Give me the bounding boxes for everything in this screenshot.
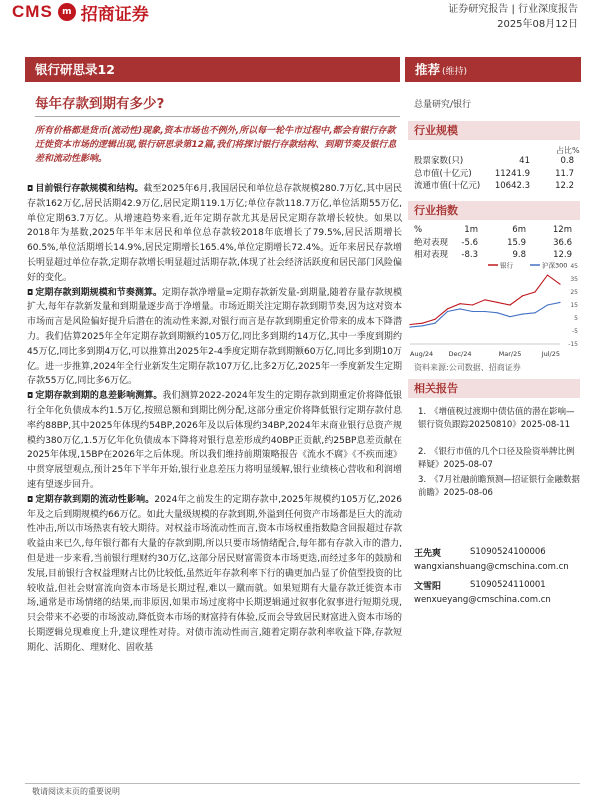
legend-label: 银行: [500, 261, 513, 270]
industry-scale-table: [414, 155, 576, 193]
y-tick-label: 25: [570, 289, 578, 296]
related-report-item: [418, 446, 580, 471]
x-tick-label: Mar/25: [498, 350, 522, 358]
cell: 12.9: [553, 250, 572, 260]
footer-note: 敬请阅读末页的重要说明: [32, 787, 120, 796]
row-label: 流通市值(十亿元): [414, 181, 481, 191]
data-point: [559, 302, 560, 303]
table-row: [414, 168, 576, 181]
data-point: [534, 312, 535, 313]
data-point: [497, 312, 498, 313]
data-point: [472, 304, 473, 305]
data-point: [409, 327, 410, 328]
paragraph-heading: 定期存款到期规模和节奏测算。: [35, 287, 163, 298]
row-pct: 0.8: [560, 156, 574, 166]
analyst-email[interactable]: wangxianshuang@cmschina.com.cn: [414, 562, 569, 572]
paragraph-text: 我们测算2022-2024年发生的定期存款到期重定价将降低银行全年化负债成本约1.5万亿,按照总额和到期比例分配,这部分重定价将降低银行定期存款付息率约88BP,其中2025年体现约54BP,2026年及以后体现约34BP,2024年末商业银行总资产规模约380万亿,1.5万亿年化负债成本下降将对银行息差形成约40BP正贡献,约25BP息差贡献在2025年体现,15BP在2026年之后体现。所以我们维持前期策略报告《流水不腐》《不疾而速》中贯穿展望观点,预计25年下半年开始,银行业息差压力将明显缓解,银行业绩核心营收和利润增速有望逐步回升。: [27, 391, 402, 490]
page-title: 每年存款到期有多少?: [35, 96, 165, 112]
data-point: [522, 314, 523, 315]
col-header: 12m: [552, 225, 572, 235]
y-tick-label: -15: [568, 341, 578, 348]
col-header: %: [414, 225, 423, 235]
bullet-icon: ◘: [27, 184, 34, 193]
summary-paragraph: 所有价格都是货币(流动性)现象,资本市场也不例外,所以每一轮牛市过程中,都会有银行存款迁徙资本市场的逻辑出现,银行研思录第12篇,我们将探讨银行存款结构、到期节奏及银行息差和流动性影响。: [35, 126, 397, 164]
row-value: 10642.3: [494, 181, 530, 191]
company-logo: [12, 0, 149, 24]
bullet-icon: ◘: [27, 494, 34, 504]
data-point: [509, 304, 510, 305]
cell: 15.9: [507, 237, 526, 248]
header-meta: [448, 2, 578, 32]
analyst-id: S1090524110001: [470, 580, 546, 590]
rating-label: 推荐: [415, 62, 441, 77]
table-row: [414, 180, 576, 193]
series-line-csi300: [410, 302, 560, 327]
data-point: [447, 311, 448, 312]
data-point: [422, 325, 423, 326]
data-point: [459, 303, 460, 304]
data-point: [534, 291, 535, 292]
row-label: 相对表现: [414, 250, 449, 260]
cell: 36.6: [553, 237, 572, 248]
row-value: 41: [519, 156, 530, 166]
related-report-item: [418, 406, 580, 431]
body-paragraph: [27, 182, 402, 286]
y-tick-label: 45: [570, 263, 578, 270]
report-number: 2.: [418, 447, 427, 457]
data-point: [434, 323, 435, 324]
industry-scale-header: 行业规模: [408, 121, 580, 140]
data-point: [522, 295, 523, 296]
rating-sub: (维持): [442, 67, 468, 77]
paragraph-heading: 定期存款到期的流动性影响。: [35, 494, 155, 505]
title-divider: [35, 116, 400, 117]
series-banner: 银行研思录12: [25, 57, 400, 82]
analyst-name: 文雪阳: [414, 582, 442, 592]
logo-chinese-text: 招商证券: [80, 4, 149, 25]
y-tick-label: 35: [570, 276, 578, 283]
data-point: [459, 308, 460, 309]
related-reports-header: 相关报告: [408, 379, 580, 398]
cell: 9.8: [512, 250, 526, 260]
industry-index-table: [414, 224, 576, 262]
col-header: 6m: [512, 225, 526, 235]
row-pct: 12.2: [555, 181, 574, 191]
data-point: [484, 299, 485, 300]
report-link[interactable]: 《7月社融前瞻预测—招证银行金融数据前瞻》2025-08-06: [418, 475, 580, 498]
x-tick-label: Dec/24: [448, 350, 472, 358]
chart-source: 资料来源:公司数据、招商证券: [414, 363, 521, 372]
report-date: 2025年08月12日: [497, 19, 578, 30]
table-row: [414, 237, 576, 250]
x-tick-label: Jul/25: [541, 350, 560, 358]
cell: -8.3: [461, 250, 478, 260]
cell: -5.6: [461, 237, 478, 248]
performance-chart: [408, 260, 580, 360]
data-point: [484, 311, 485, 312]
row-pct: 11.7: [555, 168, 574, 179]
data-point: [409, 324, 410, 325]
data-point: [434, 319, 435, 320]
data-point: [472, 311, 473, 312]
paragraph-heading: 定期存款到期的息差影响测算。: [35, 391, 163, 402]
row-value: 11241.9: [494, 168, 530, 179]
footer-divider: [25, 783, 580, 784]
table-header-row: [414, 224, 576, 237]
body-paragraph: [27, 389, 402, 493]
x-tick-label: Aug/24: [410, 350, 434, 358]
row-label: 绝对表现: [414, 237, 449, 248]
report-link[interactable]: 《增值税过渡期中债估值的潜在影响—银行资负跟踪20250810》2025-08-11: [418, 407, 575, 430]
sector-label: 总量研究/银行: [414, 100, 472, 110]
report-type: 证券研究报告 | 行业深度报告: [448, 4, 578, 15]
data-point: [447, 308, 448, 309]
paragraph-text: 截至2025年6月,我国居民和单位总存款规模280.7万亿,其中居民存款162万亿,居民活期42.9万亿,居民定期119.1万亿;单位存款118.7万亿,单位活期55万亿,单位定期63.7万亿。从增速趋势来看,近年定期存款尤其是居民定期存款增长较快。如果以2018年为基数,2025年半年末居民和单位总存款较2018年底增长了79.5%,居民活期增长60.5%,单位活期增长14.9%,居民定期增长165.4%,单位定期增长72.4%。近年来居民存款增长明显超过单位存款,定期存款增长明显超过活期存款,体现了社会经济活跃度和居民部门风险偏好的变化。: [27, 184, 402, 283]
industry-index-header: 行业指数: [408, 201, 580, 220]
y-tick-label: 5: [574, 315, 578, 322]
body-paragraph: [27, 286, 402, 390]
related-report-item: [418, 474, 580, 499]
body-content: [27, 182, 402, 656]
row-label: 股票家数(只): [414, 156, 464, 166]
analyst-id: S1090524100006: [470, 547, 546, 557]
y-tick-label: -5: [572, 328, 578, 335]
data-point: [422, 323, 423, 324]
report-number: 3.: [418, 475, 427, 485]
bullet-icon: ◘: [27, 287, 34, 297]
data-point: [497, 302, 498, 303]
col-header: 1m: [464, 225, 478, 235]
paragraph-text: 2024年之前发生的定期存款中,2025年规模约105万亿,2026年及之后到期规模约66万亿。如此大量级规模的存款到期,外溢到任何资产市场都是巨大的流动性冲击,所以市场热衷有较大期待。对权益市场流动性而言,资本市场权重指数隐含回报超过存款收益由来已久,每年银行都有大量的存款到期,所以只要市场情绪配合,每年都有存款入市的潜力,但是进一步来看,当前银行理财约30万亿,这部分居民财富需资本市场更迭,而经过多年的鼓励和发展,目前银行含权益理财占比仍比较低,虽然近年存款利率下行的确更加凸显了价值型投资的比较收益,但社会财富流向资本市场是长期过程,难以一蹴而就。如果短期有大量存款迁徙资本市场,通常是市场情绪的结果,而非原因,如果市场过度将中长期逻辑通过叙事化叙事进行短期兑现,只会带来不必要的市场波动,降低资本市场的财富持有体验,反而会导致居民财富进入资本市场的长期逻辑兑现难度上升,建议理性对待。对债市流动性而言,随着定期存款利率收益下降,存款短期化、活期化、理财化、固收基: [27, 494, 402, 653]
analyst-email[interactable]: wenxueyang@cmschina.com.cn: [414, 595, 551, 605]
bullet-icon: ◘: [27, 391, 34, 401]
data-point: [559, 284, 560, 285]
paragraph-heading: 目前银行存款规模和结构。: [35, 184, 144, 194]
rating-banner: [405, 57, 581, 82]
analyst-name: 王先爽: [414, 549, 442, 559]
data-point: [547, 304, 548, 305]
data-point: [509, 316, 510, 317]
report-number: 1.: [418, 407, 427, 417]
legend-label: 沪深300: [542, 261, 568, 270]
row-label: 总市值(十亿元): [414, 168, 472, 179]
logo-mark-icon: m: [58, 3, 76, 21]
scale-unit-label: 占比%: [556, 146, 580, 155]
logo-cms-text: CMS: [12, 2, 53, 21]
data-point: [547, 275, 548, 276]
table-row: [414, 155, 576, 168]
y-tick-label: 15: [570, 302, 578, 309]
report-link[interactable]: 《银行市值的几个口径及险资举牌比例释疑》2025-08-07: [418, 447, 575, 470]
body-paragraph: [27, 493, 402, 656]
paragraph-text: 定期存款净增量=定期存款新发量-到期量,随着存量存款规模扩大,每年存款新发量和到期量逐步高于净增量。市场近期关注定期存款到期节奏,因为这对资本市场而言是风险偏好提升后潜在的流动性来源,对银行而言是存款到期重定价带来的成本下降潜力。我们估算2025年全年定期存款到期额约105万亿,同比多到期约14万亿,其中一季度到期约45万亿,同比多到期4万亿,可以推算出2025年2-4季度定期存款到期额60万亿,同比多到期10万亿。进一步推算,2024年全行业新发生定期存款107万亿,比多2万亿,2025年一季度新发生定期存款55万亿,同比多6万亿。: [27, 287, 402, 387]
